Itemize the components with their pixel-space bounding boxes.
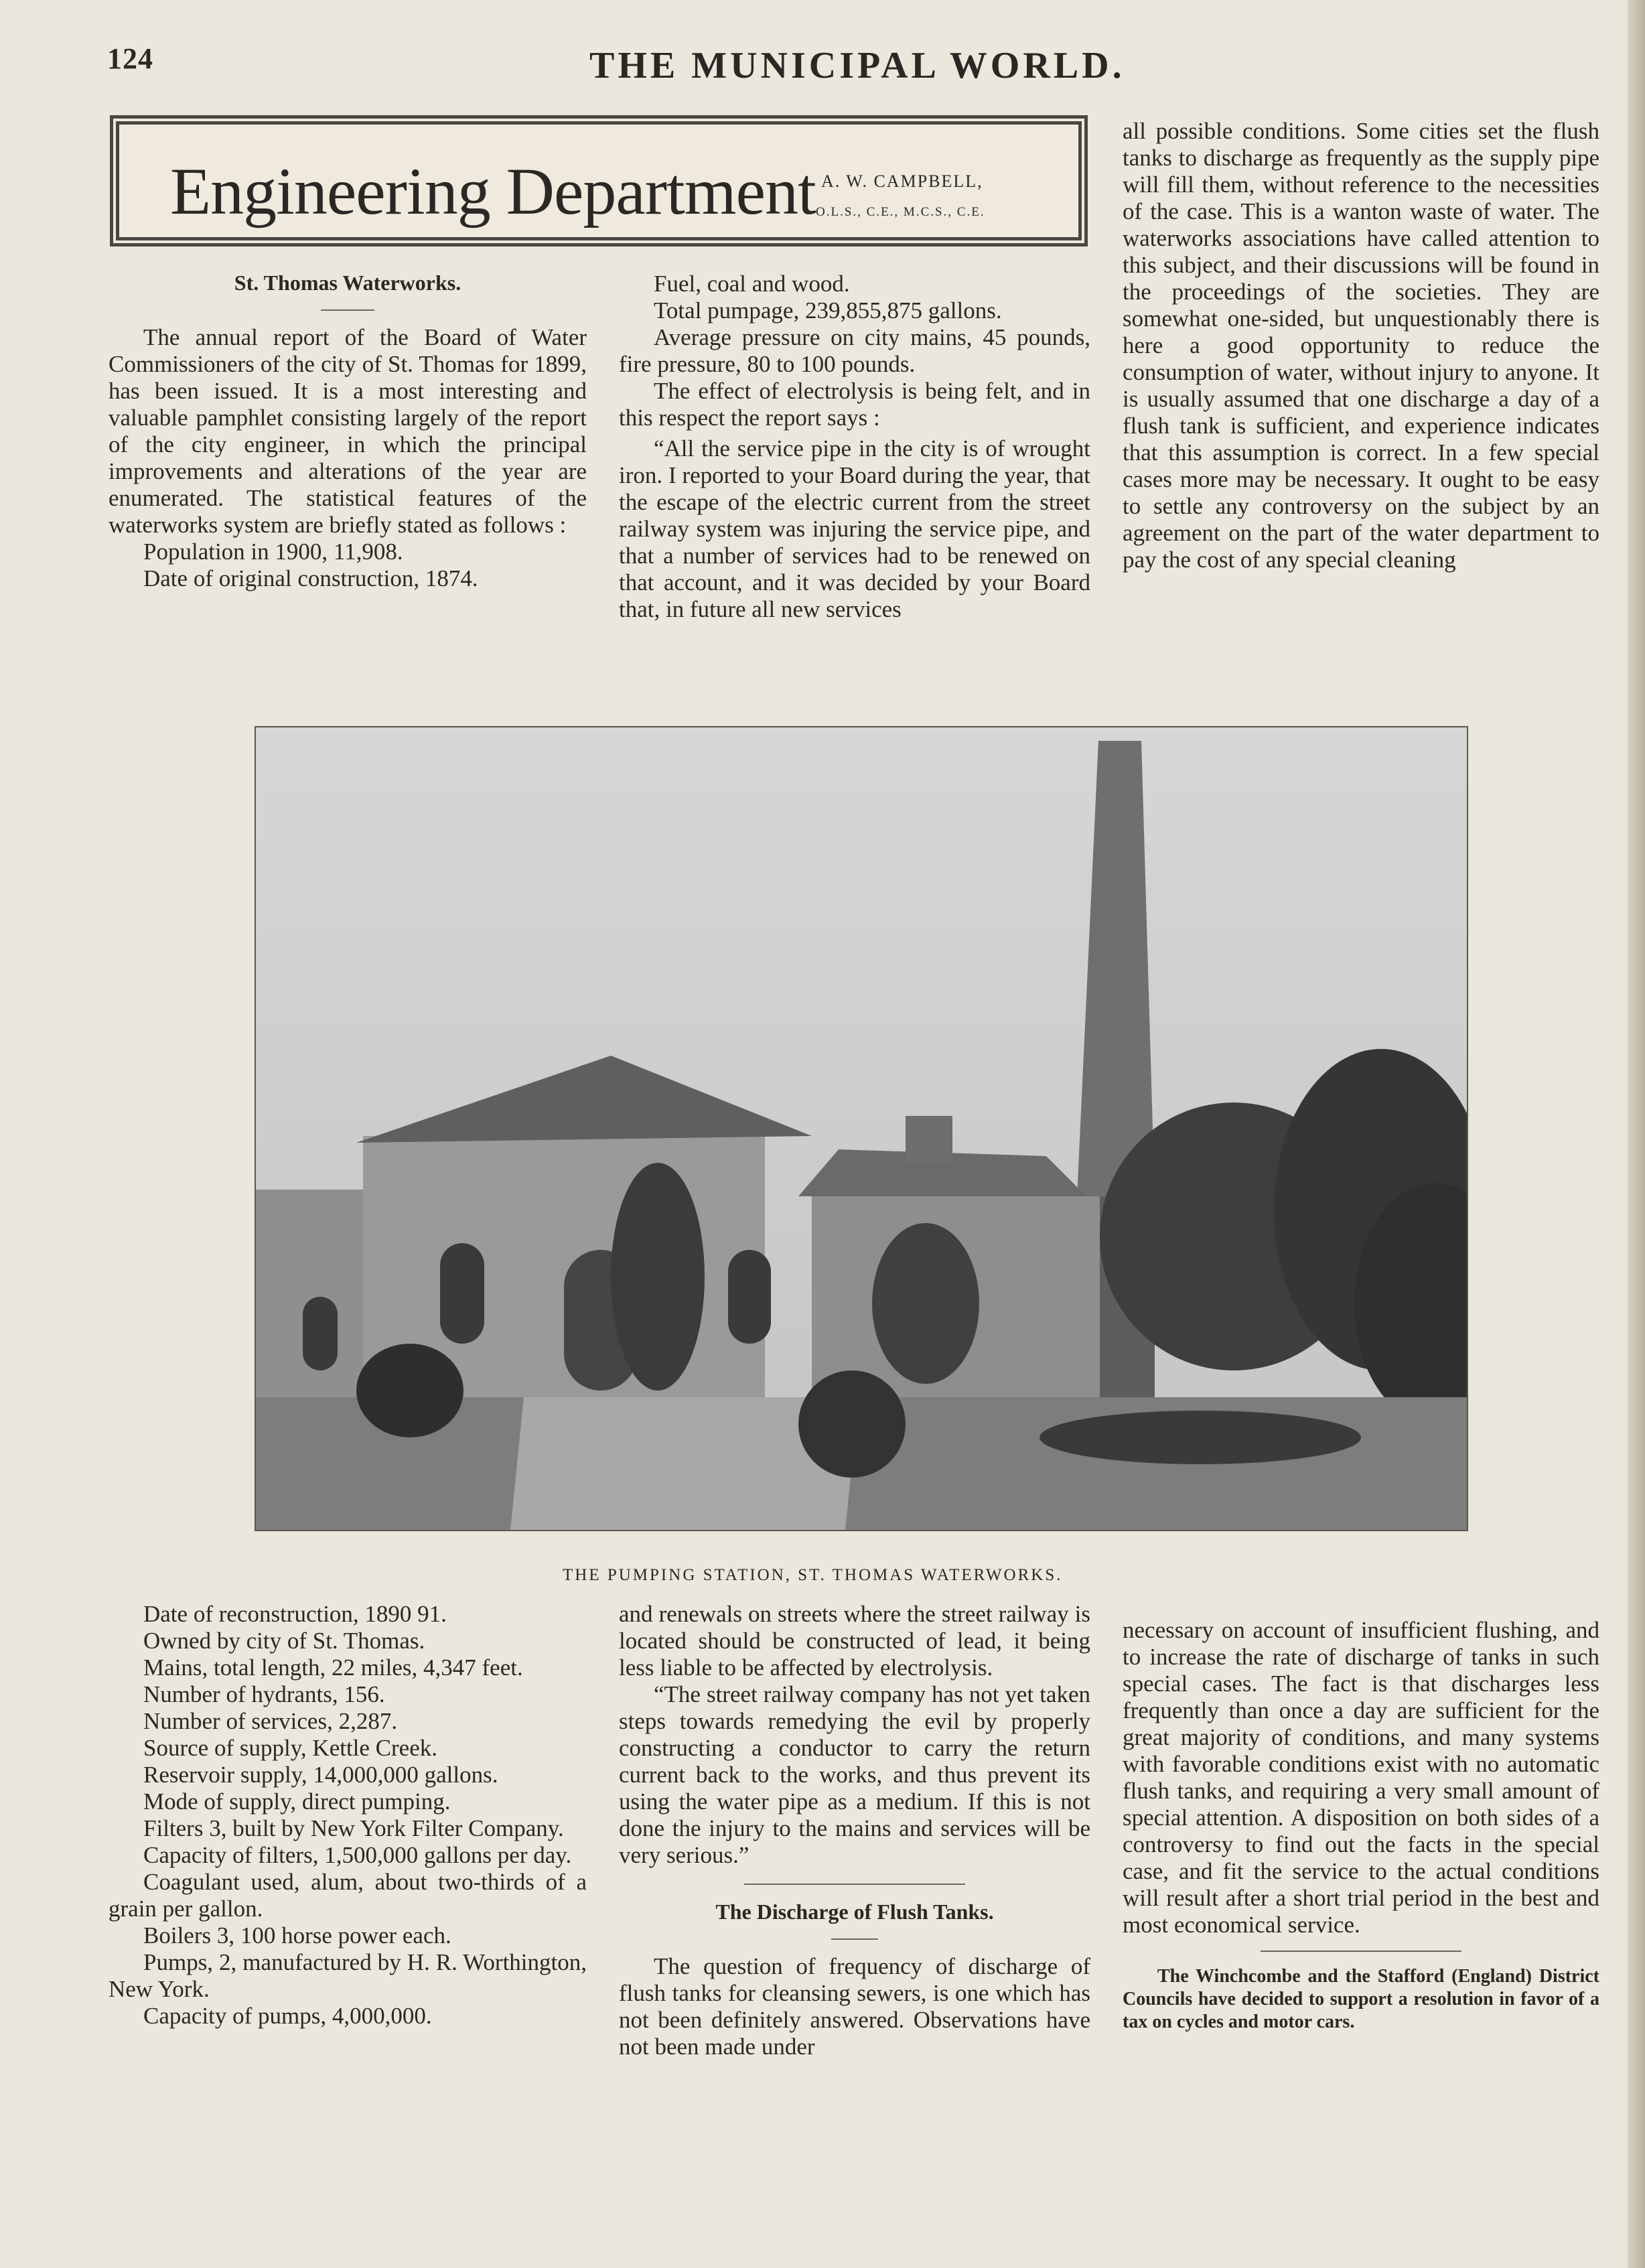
stat-line: Reservoir supply, 14,000,000 gallons.	[143, 1762, 498, 1788]
section-divider	[744, 1884, 965, 1885]
stat-line: Pumps, 2, manufactured by H. R. Worthington, New York.	[109, 1949, 587, 2002]
stat-line: Mode of supply, direct pumping.	[143, 1788, 451, 1815]
heading-divider	[831, 1938, 878, 1940]
paragraph: and renewals on streets where the street railway is located should be constructed of lead, it being less liable to be affected by electrolysis.	[619, 1601, 1090, 1681]
stat-line: Date of reconstruction, 1890 91.	[143, 1601, 447, 1627]
stat-line: Mains, total length, 22 miles, 4,347 feet.	[143, 1654, 523, 1681]
column-1-top	[109, 269, 587, 592]
column-3-bottom	[1123, 1617, 1599, 2034]
photo-caption: THE PUMPING STATION, ST. THOMAS WATERWORKS.	[563, 1566, 1063, 1584]
paragraph: The question of frequency of discharge of flush tanks for cleansing sewers, is one which has not been definitely answered. Observations have not been made under	[619, 1953, 1090, 2060]
column-2-top	[619, 271, 1090, 623]
article-intro: The annual report of the Board of Water Commissioners of the city of St. Thomas for 1899, has been issued. It is a most interesting and valuable pamphlet consisting largely of the report of the city engineer, in which the principal improvements and alterations of the year are enumerated. The statistical features of the waterworks system are briefly stated as follows :	[109, 324, 587, 538]
stat-line: Filters 3, built by New York Filter Company.	[143, 1815, 564, 1841]
paragraph: Average pressure on city mains, 45 pounds, fire pressure, 80 to 100 pounds.	[619, 324, 1090, 377]
department-degrees: O.L.S., C.E., M.C.S., C.E.	[816, 205, 985, 219]
department-banner	[110, 115, 1088, 246]
quotation: “The street railway company has not yet taken steps towards remedying the evil by properly constructing a conductor to carry the return current back to the works, and thus prevent its using the water pipe as a medium. If this is not done the injury to the mains and services will be very serious.”	[619, 1681, 1090, 1868]
column-1-bottom	[109, 1601, 587, 2030]
stat-line: Fuel, coal and wood.	[654, 271, 850, 297]
column-3-top	[1123, 118, 1599, 573]
page-number: 124	[107, 42, 153, 75]
stat-line: Source of supply, Kettle Creek.	[143, 1735, 438, 1761]
heading-divider	[321, 309, 374, 311]
stat-line: Number of services, 2,287.	[143, 1708, 398, 1734]
quotation: “All the service pipe in the city is of wrought iron. I reported to your Board during the year, that the escape of the electric current from the street railway system was injuring the service pipe, and that a number of services had to be renewed on that account, and it was decided by your Board that, in future all new services	[619, 435, 1090, 622]
stat-line: Capacity of pumps, 4,000,000.	[143, 2003, 432, 2029]
stat-line: Population in 1900, 11,908.	[143, 539, 403, 565]
stat-line: Coagulant used, alum, about two-thirds of a grain per gallon.	[109, 1869, 587, 1922]
stat-line: Total pumpage, 239,855,875 gallons.	[654, 297, 1002, 324]
pumping-station-photo	[255, 726, 1468, 1531]
paragraph: The effect of electrolysis is being felt, and in this respect the report says :	[619, 378, 1090, 431]
paragraph: necessary on account of insufficient flushing, and to increase the rate of discharge of tanks in such special cases. The fact is that discharges less frequently than once a day are sufficient for the great majority of conditions, and many systems with favorable conditions exist with no automatic flush tanks, and requiring a very small amount of special attention. A disposition on both sides of a controversy to find out the facts in the special case, and fit the service to the actual conditions will result after a short trial period in the best and most economical service.	[1123, 1617, 1599, 1938]
stat-line: Owned by city of St. Thomas.	[143, 1628, 425, 1654]
department-author: A. W. CAMPBELL,	[821, 171, 983, 191]
article-heading-waterworks: St. Thomas Waterworks.	[234, 271, 461, 295]
stat-line: Boilers 3, 100 horse power each.	[143, 1922, 451, 1948]
journal-title: THE MUNICIPAL WORLD.	[589, 45, 1125, 86]
news-item: The Winchcombe and the Stafford (England) District Councils have decided to support a resolution in favor of a tax on cycles and motor cars.	[1123, 1966, 1599, 2032]
pumping-station-illustration	[256, 727, 1467, 1530]
article-heading-flush-tanks: The Discharge of Flush Tanks.	[715, 1900, 994, 1924]
page-edge	[1628, 0, 1645, 2268]
stat-line: Date of original construction, 1874.	[143, 565, 478, 591]
stat-line: Capacity of filters, 1,500,000 gallons per day.	[143, 1842, 572, 1868]
paragraph: all possible conditions. Some cities set the flush tanks to discharge as frequently as the supply pipe will fill them, without reference to the necessities of the case. This is a wanton waste of water. The waterworks associations have called attention to this subject, and their discussions will be found in the proceedings of the societies. They are somewhat one-sided, but unquestionably there is here a good opportunity to reduce the consumption of water, without injury to anyone. It is usually assumed that one discharge a day of a flush tank is sufficient, and experience indicates that this assumption is correct. In a few special cases more may be necessary. It ought to be easy to settle any controversy on the subject by an agreement on the part of the water department to pay the cost of any special cleaning	[1123, 118, 1599, 573]
department-title: Engineering Department	[170, 154, 816, 228]
section-divider	[1261, 1951, 1461, 1952]
column-2-bottom	[619, 1601, 1090, 2060]
stat-line: Number of hydrants, 156.	[143, 1681, 385, 1707]
